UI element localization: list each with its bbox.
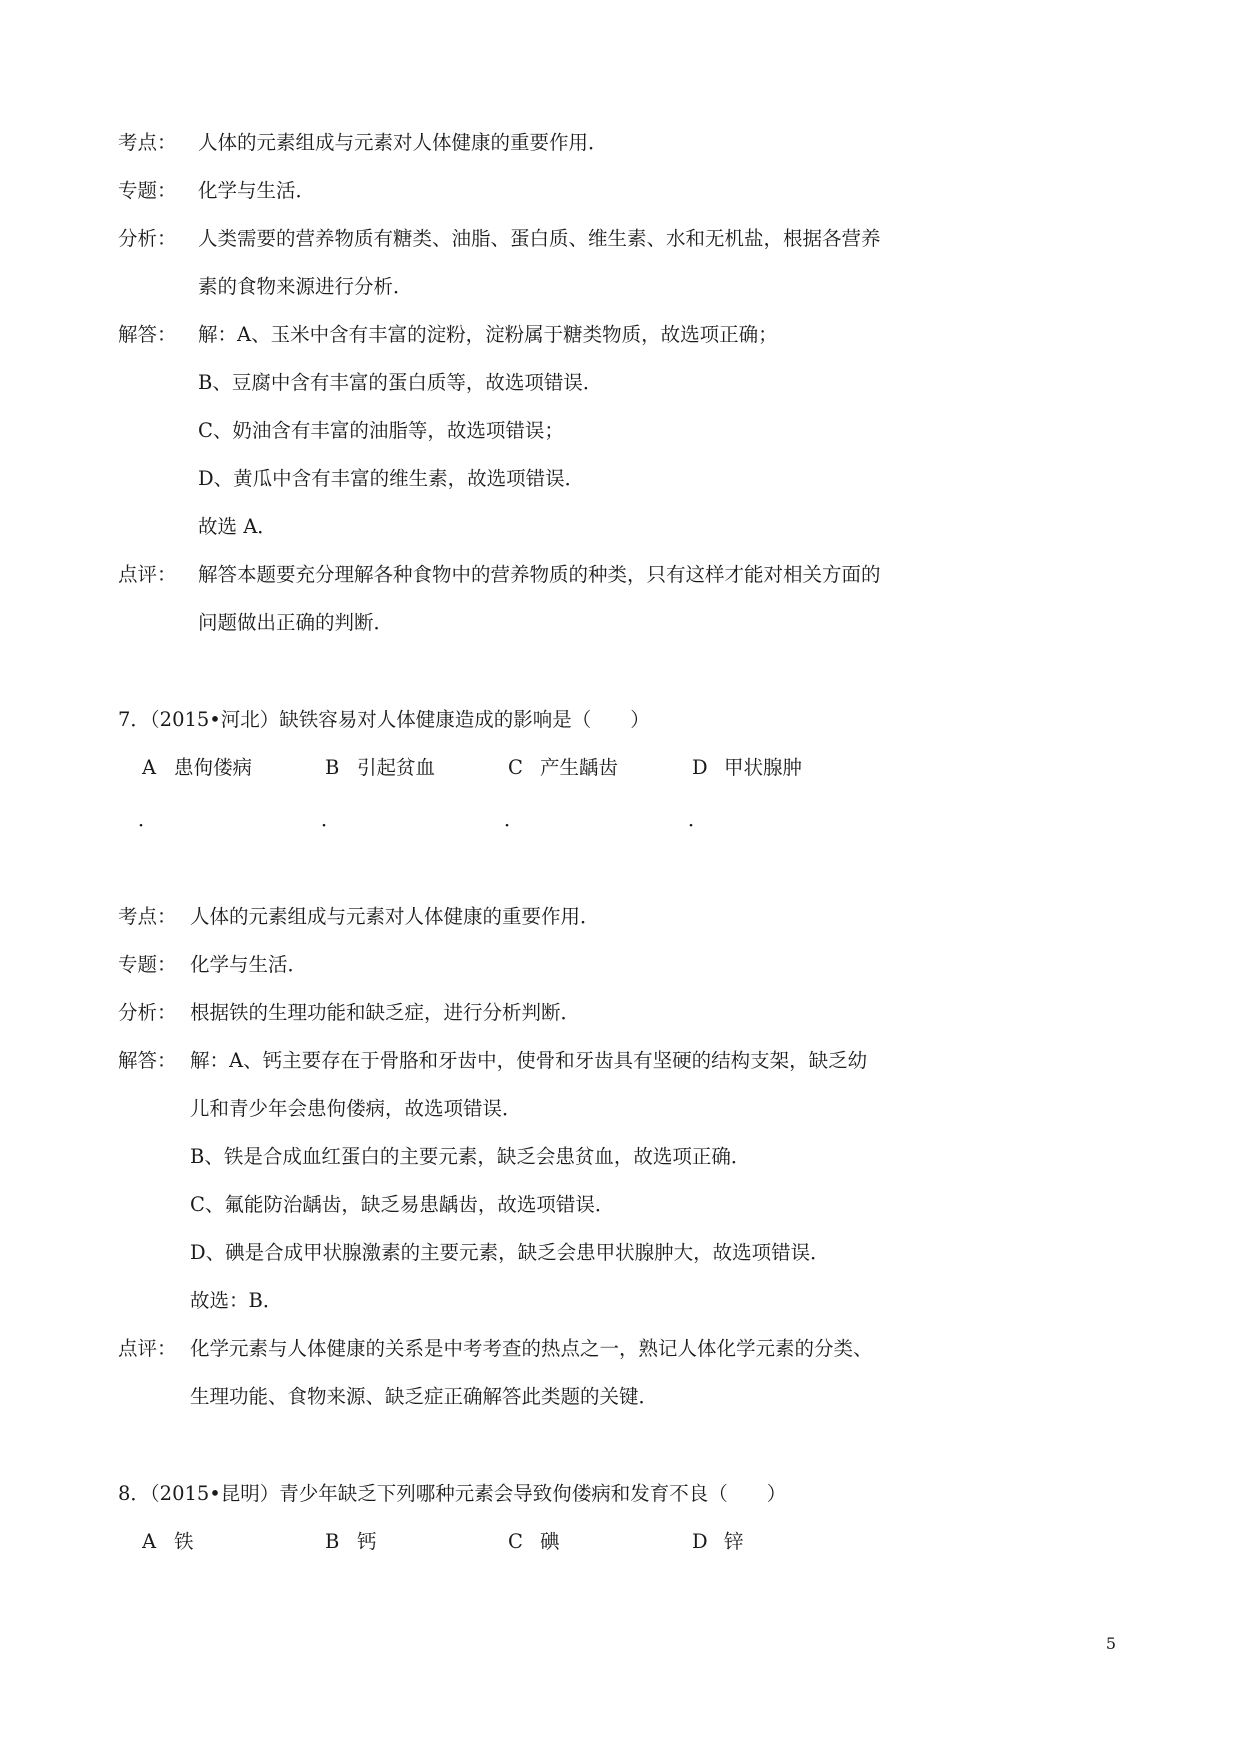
option-text: 患佝偻病 bbox=[174, 756, 253, 779]
option-letter: D bbox=[692, 1530, 708, 1553]
text-zhuanti: 化学与生活． bbox=[190, 953, 308, 976]
text-zhuanti: 化学与生活． bbox=[198, 179, 316, 202]
text-jieda-line: 解：A、玉米中含有丰富的淀粉，淀粉属于糖类物质，故选项正确； bbox=[198, 323, 778, 346]
text-jieda-line: D、黄瓜中含有丰富的维生素，故选项错误． bbox=[198, 467, 585, 490]
label-dianping: 点评： bbox=[118, 563, 177, 586]
option-letter: C bbox=[508, 756, 523, 779]
text-jieda-line: 故选 A． bbox=[198, 515, 277, 538]
question-7-option-a bbox=[142, 755, 252, 781]
text-fenxi-line2: 素的食物来源进行分析． bbox=[198, 275, 413, 298]
label-kaodian: 考点： bbox=[118, 131, 177, 154]
option-dot: ． bbox=[504, 808, 524, 831]
question-8-option-c bbox=[508, 1529, 560, 1555]
question-7-option-d bbox=[692, 755, 802, 781]
option-text: 引起贫血 bbox=[357, 756, 436, 779]
option-dot: ． bbox=[321, 808, 341, 831]
question-7-stem: 7．（2015•河北）缺铁容易对人体健康造成的影响是（ ） bbox=[118, 708, 650, 731]
option-letter: A bbox=[142, 756, 157, 779]
text-jieda-line: D、碘是合成甲状腺激素的主要元素，缺乏会患甲状腺肿大，故选项错误． bbox=[190, 1241, 830, 1264]
label-jieda: 解答： bbox=[118, 323, 177, 346]
text-jieda-line: 故选：B． bbox=[190, 1289, 283, 1312]
option-letter: C bbox=[508, 1530, 523, 1553]
label-kaodian: 考点： bbox=[118, 905, 177, 928]
text-jieda-line: C、奶油含有丰富的油脂等，故选项错误； bbox=[198, 419, 564, 442]
text-jieda-line: B、铁是合成血红蛋白的主要元素，缺乏会患贫血，故选项正确． bbox=[190, 1145, 751, 1168]
text-dianping-line2: 问题做出正确的判断． bbox=[198, 611, 394, 634]
question-8-option-a bbox=[142, 1529, 194, 1555]
option-letter: B bbox=[325, 1530, 340, 1553]
text-fenxi-line1: 人类需要的营养物质有糖类、油脂、蛋白质、维生素、水和无机盐，根据各营养 bbox=[198, 227, 881, 250]
option-text: 锌 bbox=[724, 1530, 744, 1553]
label-zhuanti: 专题： bbox=[118, 953, 177, 976]
text-kaodian: 人体的元素组成与元素对人体健康的重要作用． bbox=[198, 131, 608, 154]
text-jieda-line: B、豆腐中含有丰富的蛋白质等，故选项错误． bbox=[198, 371, 603, 394]
text-kaodian: 人体的元素组成与元素对人体健康的重要作用． bbox=[190, 905, 600, 928]
option-text: 产生龋齿 bbox=[540, 756, 619, 779]
text-dianping-line1: 化学元素与人体健康的关系是中考考查的热点之一，熟记人体化学元素的分类、 bbox=[190, 1337, 873, 1360]
label-zhuanti: 专题： bbox=[118, 179, 177, 202]
text-dianping-line2: 生理功能、食物来源、缺乏症正确解答此类题的关键． bbox=[190, 1385, 659, 1408]
option-letter: D bbox=[692, 756, 708, 779]
page-number: 5 bbox=[1105, 1634, 1116, 1653]
option-dot: ． bbox=[138, 808, 158, 831]
question-7-option-c bbox=[508, 755, 618, 781]
option-text: 钙 bbox=[357, 1530, 377, 1553]
label-fenxi: 分析： bbox=[118, 227, 177, 250]
label-dianping: 点评： bbox=[118, 1337, 177, 1360]
label-jieda: 解答： bbox=[118, 1049, 177, 1072]
option-dot: ． bbox=[688, 808, 708, 831]
text-jieda-line: 解：A、钙主要存在于骨胳和牙齿中，使骨和牙齿具有坚硬的结构支架，缺乏幼 bbox=[190, 1049, 868, 1072]
text-fenxi: 根据铁的生理功能和缺乏症，进行分析判断． bbox=[190, 1001, 581, 1024]
option-text: 铁 bbox=[174, 1530, 194, 1553]
option-letter: A bbox=[142, 1530, 157, 1553]
option-text: 碘 bbox=[540, 1530, 560, 1553]
label-fenxi: 分析： bbox=[118, 1001, 177, 1024]
question-7-option-b bbox=[325, 755, 435, 781]
option-text: 甲状腺肿 bbox=[724, 756, 803, 779]
text-dianping-line1: 解答本题要充分理解各种食物中的营养物质的种类，只有这样才能对相关方面的 bbox=[198, 563, 881, 586]
question-8-option-d bbox=[692, 1529, 744, 1555]
text-jieda-line: C、氟能防治龋齿，缺乏易患龋齿，故选项错误． bbox=[190, 1193, 615, 1216]
question-8-option-b bbox=[325, 1529, 377, 1555]
question-8-stem: 8．（2015•昆明）青少年缺乏下列哪种元素会导致佝偻病和发育不良（ ） bbox=[118, 1482, 787, 1505]
option-letter: B bbox=[325, 756, 340, 779]
text-jieda-line: 儿和青少年会患佝偻病，故选项错误． bbox=[190, 1097, 522, 1120]
